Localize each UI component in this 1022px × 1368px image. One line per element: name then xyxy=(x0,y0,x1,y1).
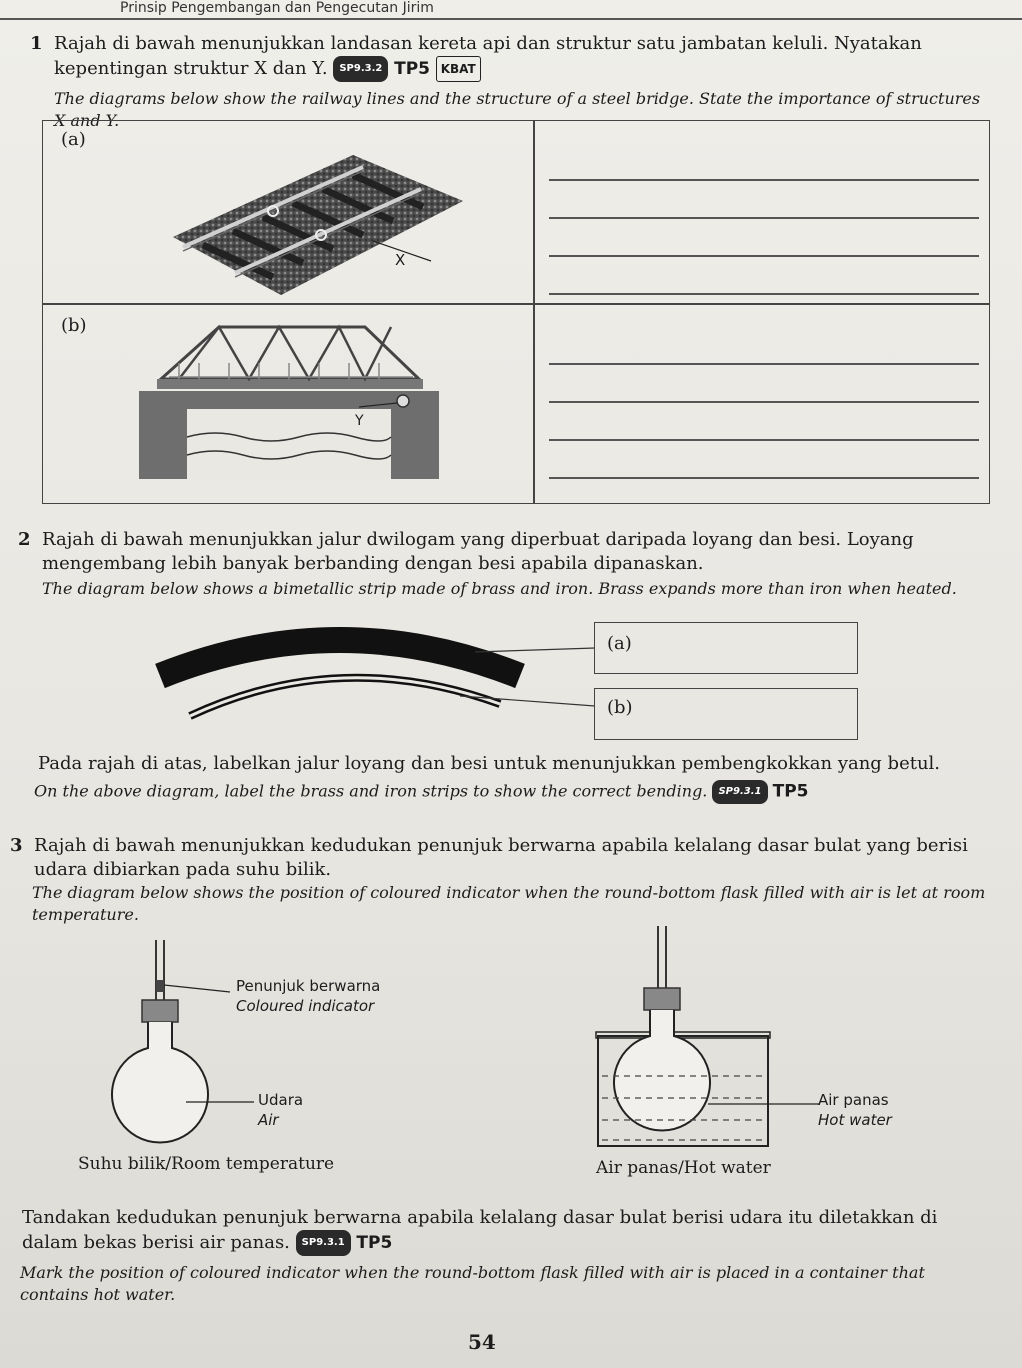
q1-tp-level: TP5 xyxy=(394,59,430,79)
q1-malay-text xyxy=(54,32,990,82)
strip-label-box-b-text: (b) xyxy=(607,697,633,718)
q2-instruction-english xyxy=(34,780,984,804)
q2-malay: Rajah di bawah menunjukkan jalur dwilogam yang diperbuat daripada loyang dan besi. Loyang mengembang lebih banyak berbanding dengan besi apabila dipanaskan. xyxy=(42,529,914,574)
answer-line-b1[interactable] xyxy=(549,363,979,365)
q3-instruction-malay xyxy=(22,1206,992,1256)
q3-sp-badge: SP9.3.1 xyxy=(296,1230,351,1256)
hot-water-label-malay: Air panas xyxy=(818,1091,889,1109)
answer-line-a2[interactable] xyxy=(549,217,979,219)
table-column-divider xyxy=(533,121,535,503)
railway-track-illustration xyxy=(163,145,463,297)
chapter-header: Prinsip Pengembangan dan Pengecutan Jirim xyxy=(120,0,434,16)
air-label xyxy=(258,1090,303,1130)
strip-label-box-b[interactable] xyxy=(594,688,858,740)
answer-line-b2[interactable] xyxy=(549,401,979,403)
q2-instr-english-text: On the above diagram, label the brass and iron strips to show the correct bending. xyxy=(34,781,708,801)
q1-part-b-label: (b) xyxy=(61,315,87,336)
q1-english: The diagrams below show the railway lines and the structure of a steel bridge. State the importance of structures X and Y. xyxy=(54,89,981,130)
q2-number: 2 xyxy=(18,529,31,550)
steel-bridge-illustration xyxy=(139,319,439,479)
q1-answer-table xyxy=(42,120,990,504)
answer-line-a3[interactable] xyxy=(549,255,979,257)
indicator-label xyxy=(236,976,380,1016)
flask-room-temperature xyxy=(100,940,260,1160)
q2-tp-level: TP5 xyxy=(772,781,809,802)
flask-hot-water[interactable] xyxy=(588,926,828,1156)
table-row-divider xyxy=(43,303,989,305)
q1-sp-badge: SP9.3.2 xyxy=(333,56,388,82)
q3-instruction-english: Mark the position of coloured indicator when the round-bottom flask filled with air is placed in a container that contains hot water. xyxy=(20,1263,925,1304)
strip-label-box-a-text: (a) xyxy=(607,633,632,654)
bimetallic-strip-illustration xyxy=(150,620,610,740)
structure-x-label: X xyxy=(395,251,406,269)
air-label-english: Air xyxy=(258,1111,279,1129)
caption-room-temperature: Suhu bilik/Room temperature xyxy=(78,1154,335,1174)
q1-kbat-badge: KBAT xyxy=(436,56,481,82)
caption-hot-water: Air panas/Hot water xyxy=(596,1158,771,1178)
answer-line-b4[interactable] xyxy=(549,477,979,479)
indicator-label-malay: Penunjuk berwarna xyxy=(236,977,381,995)
air-label-malay: Udara xyxy=(258,1091,304,1109)
structure-y-label: Y xyxy=(355,413,364,429)
q2-english: The diagram below shows a bimetallic strip made of brass and iron. Brass expands more than iron when heated. xyxy=(42,579,957,598)
answer-line-b3[interactable] xyxy=(549,439,979,441)
header-rule xyxy=(0,18,1022,20)
q1-part-a-label: (a) xyxy=(61,129,86,150)
q1-number: 1 xyxy=(30,33,43,54)
hot-water-label-english: Hot water xyxy=(818,1111,892,1129)
q3-instr-malay-text: Tandakan kedudukan penunjuk berwarna apabila kelalang dasar bulat berisi udara itu diletakkan di dalam bekas berisi air panas. xyxy=(22,1207,938,1253)
indicator-label-english: Coloured indicator xyxy=(236,997,375,1015)
q3-malay: Rajah di bawah menunjukkan kedudukan penunjuk berwarna apabila kelalang dasar bulat yang berisi udara dibiarkan pada suhu bilik. xyxy=(34,835,968,880)
q3-english: The diagram below shows the position of coloured indicator when the round-bottom flask filled with air is let at room temperature. xyxy=(32,883,986,924)
page-number: 54 xyxy=(468,1330,496,1354)
q1-malay: Rajah di bawah menunjukkan landasan kereta api dan struktur satu jambatan keluli. Nyatakan kepentingan struktur X dan Y. xyxy=(54,33,922,79)
q2-sp-badge: SP9.3.1 xyxy=(712,780,767,804)
answer-line-a4[interactable] xyxy=(549,293,979,295)
q2-instruction-malay: Pada rajah di atas, labelkan jalur loyang dan besi untuk menunjukkan pembengkokkan yang betul. xyxy=(38,753,941,774)
strip-label-box-a[interactable] xyxy=(594,622,858,674)
q3-tp-level: TP5 xyxy=(356,1233,393,1253)
q3-number: 3 xyxy=(10,835,23,856)
hot-water-label xyxy=(818,1090,892,1130)
answer-line-a1[interactable] xyxy=(549,179,979,181)
